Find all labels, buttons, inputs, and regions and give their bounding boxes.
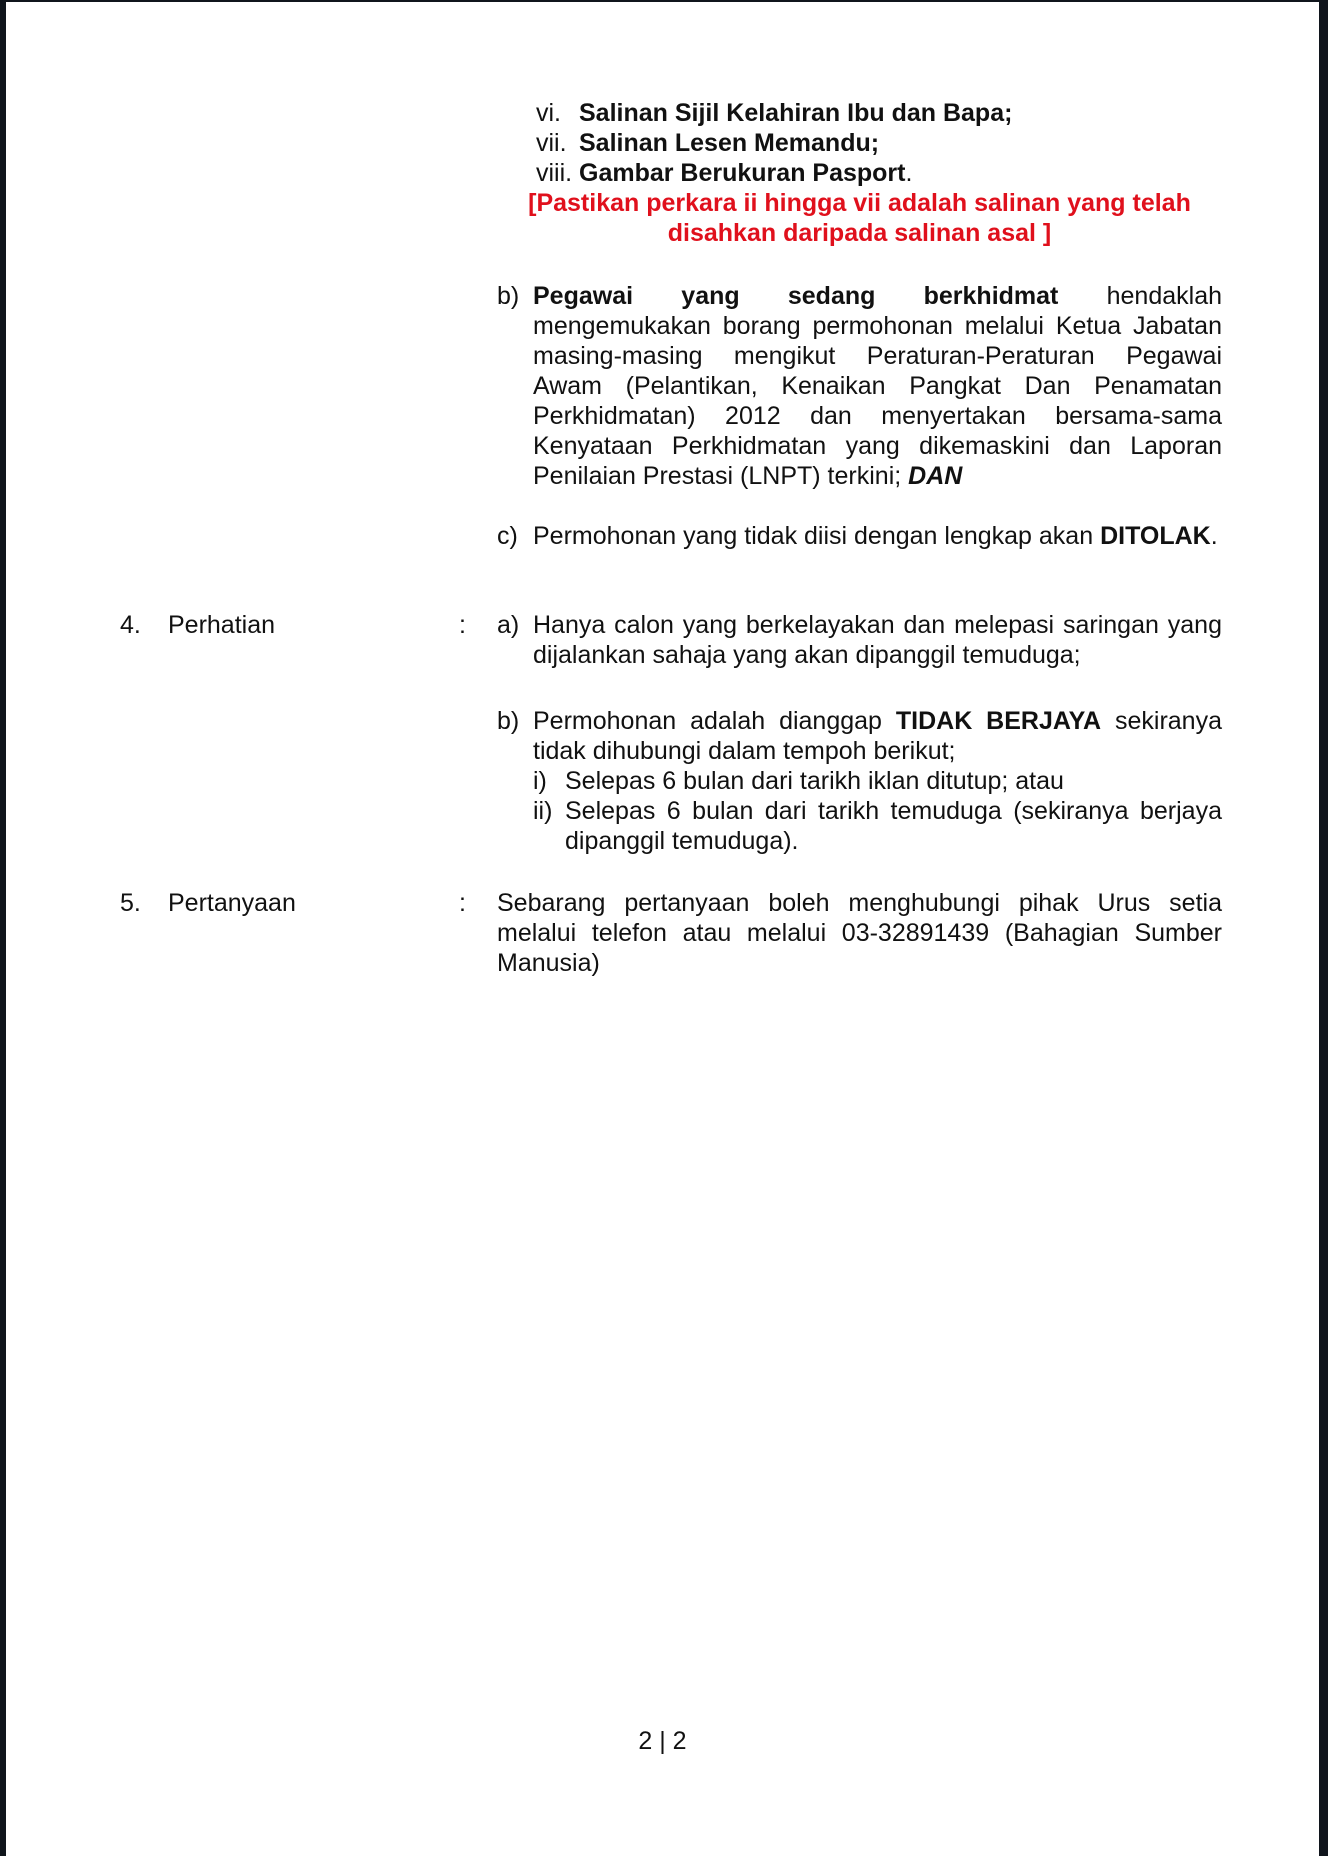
- section4-item-b: [497, 706, 1222, 856]
- section-label: Pertanyaan: [168, 889, 296, 917]
- section5-text: Sebarang pertanyaan boleh menghubungi pihak Urus setia melalui telefon atau melalui 03-32891439 (Bahagian Sumber Manusia): [497, 889, 1222, 977]
- item-body: [533, 706, 1222, 856]
- sub-item: [533, 766, 1222, 796]
- item-letter: b): [497, 282, 520, 310]
- item-letter: a): [497, 611, 520, 639]
- item-text-after: sekiranya tidak dihubungi dalam tempoh berikut;: [533, 707, 1222, 765]
- document-page: [6, 2, 1319, 1856]
- list-text: Salinan Lesen Memandu;: [579, 129, 880, 157]
- item-body: [533, 521, 1222, 551]
- list-numeral: vii.: [536, 129, 567, 157]
- section3-item-c: [497, 521, 1222, 551]
- sub-item: [533, 796, 1222, 856]
- list-text-suffix: .: [905, 159, 913, 187]
- section-colon: :: [459, 611, 466, 639]
- sub-item-numeral: i): [533, 767, 547, 795]
- section4-item-a: [497, 610, 1222, 670]
- section-number: 4.: [120, 611, 141, 639]
- note-line-2: disahkan daripada salinan asal ]: [667, 219, 1052, 247]
- note-line-1: [Pastikan perkara ii hingga vii adalah salinan yang telah: [528, 189, 1191, 217]
- sub-item-text: Selepas 6 bulan dari tarikh temuduga (sekiranya berjaya dipanggil temuduga).: [565, 797, 1222, 855]
- section-colon: :: [459, 889, 466, 917]
- section3-item-b: [497, 281, 1222, 491]
- sub-item-text: Selepas 6 bulan dari tarikh iklan ditutup; atau: [565, 767, 1064, 795]
- page-number: 2 | 2: [638, 1727, 687, 1755]
- item-body: [533, 281, 1222, 491]
- item-bold-lead: Pegawai yang sedang berkhidmat: [533, 282, 1059, 310]
- list-numeral: vi.: [536, 99, 561, 127]
- list-text: Salinan Sijil Kelahiran Ibu dan Bapa;: [579, 99, 1013, 127]
- certification-note: [497, 188, 1222, 248]
- item-bold: TIDAK BERJAYA: [895, 707, 1102, 735]
- item-intro: [533, 706, 1222, 766]
- item-body: Hanya calon yang berkelayakan dan melepasi saringan yang dijalankan sahaja yang akan dipanggil temuduga;: [533, 611, 1222, 669]
- item-letter: c): [497, 522, 518, 550]
- item-letter: b): [497, 707, 520, 735]
- item-bold-italic-tail: DAN: [908, 462, 963, 490]
- section-number: 5.: [120, 889, 141, 917]
- item-text: hendaklah mengemukakan borang permohonan melalui Ketua Jabatan masing-masing mengikut Peraturan-Peraturan Pegawai Awam (Pelantikan, Kenaikan Pangkat Dan Penamatan Perkhidmatan) 2012 dan menyertakan bersama-sama Kenyataan Perkhidmatan yang dikemaskini dan Laporan Penilaian Prestasi (LNPT) terkini;: [533, 282, 1223, 490]
- item-bold-tail: DITOLAK: [1100, 522, 1211, 550]
- list-text: [579, 158, 912, 188]
- item-text-before: Permohonan adalah dianggap: [533, 707, 896, 735]
- list-text-bold: Gambar Berukuran Pasport: [579, 159, 906, 187]
- item-text: Permohonan yang tidak diisi dengan lengkap akan: [533, 522, 1101, 550]
- list-numeral: viii.: [536, 159, 573, 187]
- section-label: Perhatian: [168, 611, 276, 639]
- sub-item-numeral: ii): [533, 797, 553, 825]
- item-suffix: .: [1210, 522, 1218, 550]
